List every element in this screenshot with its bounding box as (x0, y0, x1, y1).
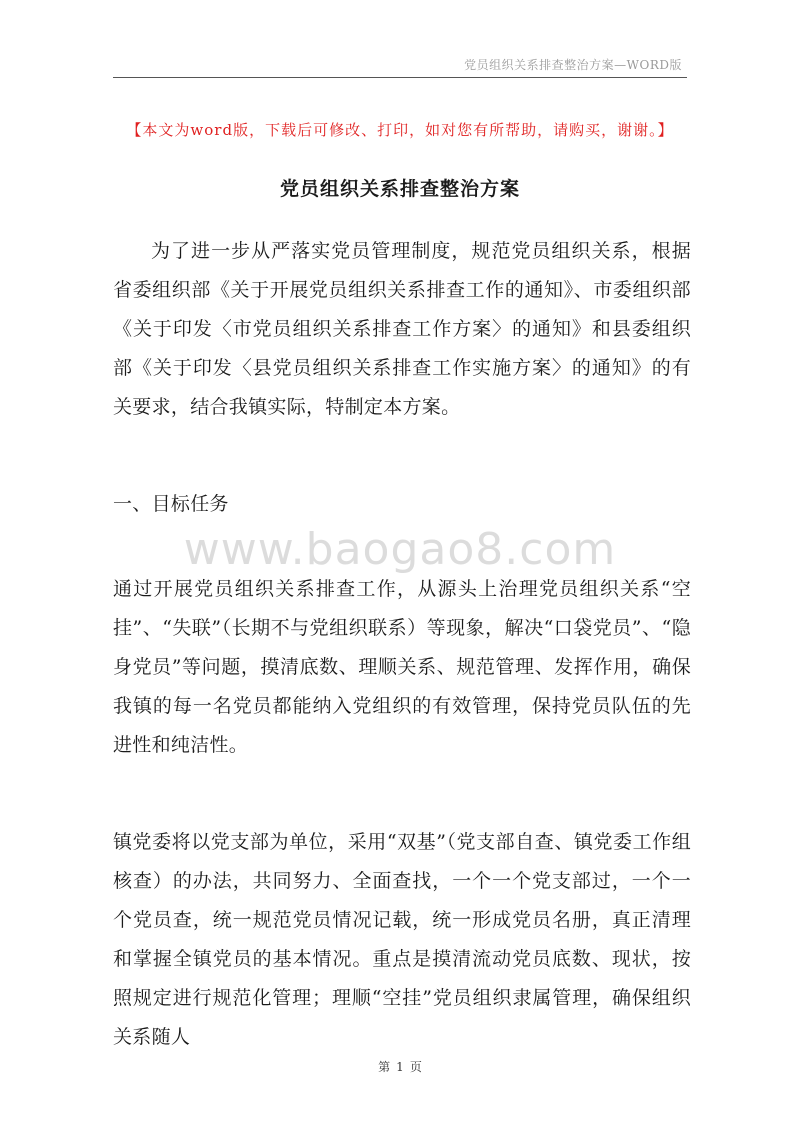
running-header: 党员组织关系排查整治方案—WORD版 (464, 58, 682, 72)
method-paragraph: 镇党委将以党支部为单位，采用“双基”（党支部自查、镇党委工作组核查）的办法，共同努力、全面查找，一个一个党支部过，一个一个党员查，统一规范党员情况记载，统一形成党员名册，真正清理和掌握全镇党员的基本情况。重点是摸清流动党员底数、现状，按照规定进行规范化管理；理顺“空挂”党员组织隶属管理，确保组织关系随人 (113, 831, 691, 1048)
section-heading-goals: 一、目标任务 (113, 493, 229, 515)
goals-paragraph: 通过开展党员组织关系排查工作，从源头上治理党员组织关系“空挂”、“失联”（长期不与党组织联系）等现象，解决“口袋党员”、“隐身党员”等问题，摸清底数、理顺关系、规范管理、发挥作用，确保我镇的每一名党员都能纳入党组织的有效管理，保持党员队伍的先进性和纯洁性。 (113, 578, 691, 756)
footer-suffix: 页 (409, 1060, 422, 1074)
header-divider (113, 77, 687, 78)
intro-paragraph: 为了进一步从严落实党员管理制度，规范党员组织关系，根据省委组织部《关于开展党员组织关系排查工作的通知》、市委组织部《关于印发〈市党员组织关系排查工作方案〉的通知》和县委组织部《关于印发〈县党员组织关系排查工作实施方案〉的通知》的有关要求，结合我镇实际，特制定本方案。 (113, 240, 691, 418)
page-footer (0, 1058, 800, 1075)
page-number: 1 (396, 1060, 404, 1074)
document-title: 党员组织关系排查整治方案 (279, 178, 520, 200)
watermark: www.baogao8.com (183, 524, 617, 575)
purchase-notice: 【本文为word版，下载后可修改、打印，如对您有所帮助，请购买，谢谢。】 (126, 121, 674, 139)
footer-prefix: 第 (378, 1060, 391, 1074)
